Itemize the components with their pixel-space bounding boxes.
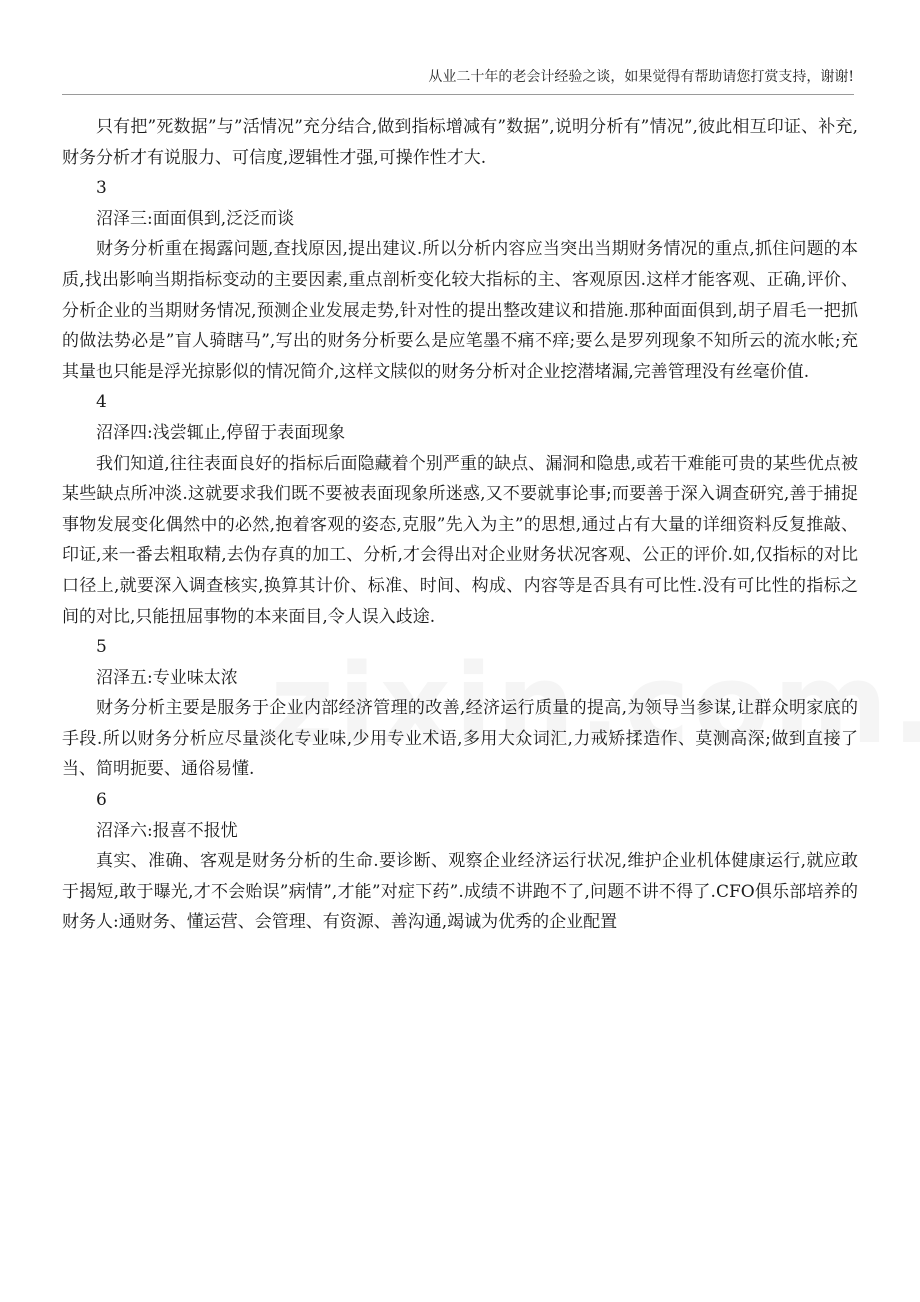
header-divider	[62, 94, 854, 95]
section-number: 5	[96, 637, 107, 658]
paragraph: 财务分析主要是服务于企业内部经济管理的改善,经济运行质量的提高,为领导当参谋,让群众明家底的手段.所以财务分析应尽量淡化专业味,少用专业术语,多用大众词汇,力戒矫揉造作、莫测高深;做到直接了当、简明扼要、通俗易懂.	[62, 698, 858, 780]
document-body	[62, 112, 858, 938]
section-heading: 沼泽六:报喜不报忧	[96, 820, 238, 841]
section-number: 3	[96, 178, 107, 199]
section-number: 4	[96, 392, 107, 413]
section-number: 6	[96, 790, 107, 811]
paragraph: 财务分析重在揭露问题,查找原因,提出建议.所以分析内容应当突出当期财务情况的重点,抓住问题的本质,找出影响当期指标变动的主要因素,重点剖析变化较大指标的主、客观原因.这样才能客观、正确,评价、分析企业的当期财务情况,预测企业发展走势,针对性的提出整改建议和措施.那种面面俱到,胡子眉毛一把抓的做法势必是”盲人骑瞎马”,写出的财务分析要么是应笔墨不痛不痒;要么是罗列现象不知所云的流水帐;充其量也只能是浮光掠影似的情况简介,这样文牍似的财务分析对企业挖潜堵漏,完善管理没有丝毫价值.	[62, 239, 858, 382]
section-heading: 沼泽四:浅尝辄止,停留于表面现象	[96, 422, 346, 443]
paragraph: 真实、准确、客观是财务分析的生命.要诊断、观察企业经济运行状况,维护企业机体健康运行,就应敢于揭短,敢于曝光,才不会贻误”病情”,才能”对症下药”.成绩不讲跑不了,问题不讲不得了.CFO俱乐部培养的财务人:通财务、懂运营、会管理、有资源、善沟通,竭诚为优秀的企业配置	[62, 851, 858, 933]
paragraph: 我们知道,往往表面良好的指标后面隐藏着个别严重的缺点、漏洞和隐患,或若干难能可贵的某些优点被某些缺点所冲淡.这就要求我们既不要被表面现象所迷惑,又不要就事论事;而要善于深入调查研究,善于捕捉事物发展变化偶然中的必然,抱着客观的姿态,克服”先入为主”的思想,通过占有大量的详细资料反复推敲、印证,来一番去粗取精,去伪存真的加工、分析,才会得出对企业财务状况客观、公正的评价.如,仅指标的对比口径上,就要深入调查核实,换算其计价、标准、时间、构成、内容等是否具有可比性.没有可比性的指标之间的对比,只能扭屈事物的本来面目,令人误入歧途.	[62, 453, 858, 627]
section-heading: 沼泽五:专业味太浓	[96, 667, 238, 688]
section-heading: 沼泽三:面面俱到,泛泛而谈	[96, 208, 295, 229]
paragraph: 只有把”死数据”与”活情况”充分结合,做到指标增减有”数据”,说明分析有”情况”,彼此相互印证、补充,财务分析才有说服力、可信度,逻辑性才强,可操作性才大.	[62, 117, 858, 168]
header-tagline: 从业二十年的老会计经验之谈，如果觉得有帮助请您打赏支持，谢谢!	[428, 69, 854, 85]
